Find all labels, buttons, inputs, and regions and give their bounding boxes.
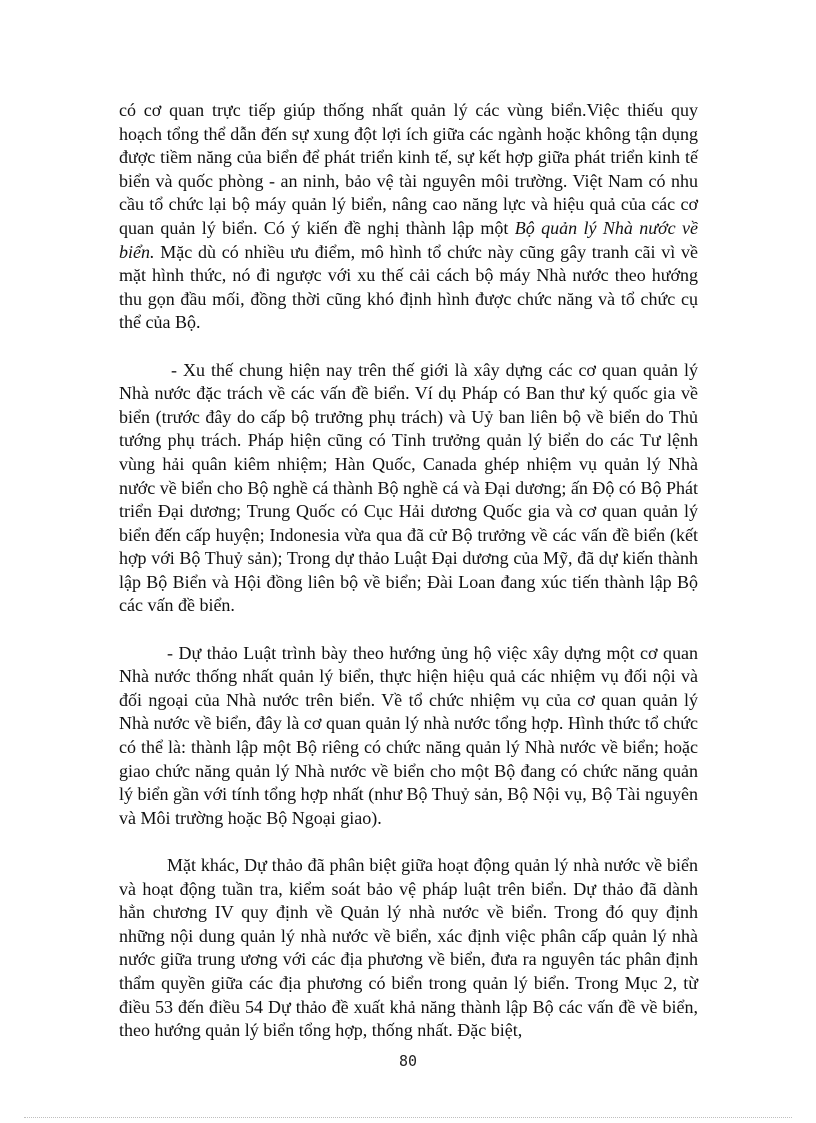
paragraph-3 — [119, 642, 698, 831]
paragraph-2-text: - Xu thế chung hiện nay trên thế giới là xây dựng các cơ quan quản lý Nhà nước đặc trách về các vấn đề biển. Ví dụ Pháp có Ban thư ký quốc gia về biển (trước đây do cấp bộ trưởng phụ trách) và Uỷ ban liên bộ về biển do Thủ tướng phụ trách. Pháp hiện cũng có Tỉnh trưởng quản lý biển do các Tư lệnh vùng hải quân kiêm nhiệm; Hàn Quốc, Canada ghép nhiệm vụ quản lý Nhà nước về biển cho Bộ nghề cá thành Bộ nghề cá và Đại dương; ấn Độ có Bộ Phát triển Đại dương; Trung Quốc có Cục Hải dương Quốc gia và cơ quan quản lý biển đến cấp huyện; Indonesia vừa qua đã cử Bộ trưởng về các vấn đề biển (kết hợp với Bộ Thuỷ sản); Trong dự thảo Luật Đại dương của Mỹ, đã dự kiến thành lập Bộ Biển và Hội đồng liên bộ về biển; Đài Loan đang xúc tiến thành lập Bộ các vấn đề biển. — [119, 359, 698, 616]
paragraph-1-text-1: có cơ quan trực tiếp giúp thống nhất quản lý các vùng biển.Việc thiếu quy hoạch tổng thể dẫn đến sự xung đột lợi ích giữa các ngành hoặc không tận dụng được tiềm năng của biển để phát triển kinh tế, sự kết hợp giữa phát triển kinh tế biển và quốc phòng - an ninh, bảo vệ tài nguyên môi trường. Việt Nam có nhu cầu tổ chức lại bộ máy quản lý biển, nâng cao năng lực và hiệu quả của các cơ quan quản lý biển. Có ý kiến đề nghị thành lập một — [119, 100, 698, 238]
paragraph-1 — [119, 99, 698, 335]
paragraph-4-text: Mặt khác, Dự thảo đã phân biệt giữa hoạt động quản lý nhà nước về biển và hoạt động tuần tra, kiểm soát bảo vệ pháp luật trên biển. Dự thảo đã dành hẳn chương IV quy định về Quản lý nhà nước về biển. Trong đó quy định những nội dung quản lý nhà nước về biển, xác định việc phân cấp quản lý nhà nước giữa trung ương với các địa phương về biển, đưa ra nguyên tác phân định thẩm quyền giữa các địa phương có biển trong quản lý biển. Trong Mục 2, từ điều 53 đến điều 54 Dự thảo đề xuất khả năng thành lập Bộ các vấn đề về biển, theo hướng quản lý biển tổng hợp, thống nhất. Đặc biệt, — [119, 855, 698, 1041]
page-border-bottom — [24, 1117, 792, 1118]
paragraph-3-text: - Dự thảo Luật trình bày theo hướng ủng hộ việc xây dựng một cơ quan Nhà nước thống nhất quản lý biển, thực hiện hiệu quả các nhiệm vụ đối nội và đối ngoại của Nhà nước trên biển. Về tổ chức nhiệm vụ của cơ quan quản lý Nhà nước về biển, đây là cơ quan quản lý nhà nước tổng hợp. Hình thức tổ chức có thể là: thành lập một Bộ riêng có chức năng quản lý Nhà nước về biển; hoặc giao chức năng quản lý Nhà nước về biển cho một Bộ đang có chức năng quản lý biển gần với tính tổng hợp nhất (như Bộ Thuỷ sản, Bộ Nội vụ, Bộ Tài nguyên và Môi trường hoặc Bộ Ngoại giao). — [119, 642, 698, 828]
page-number: 80 — [398, 1052, 418, 1070]
paragraph-2 — [119, 359, 698, 619]
paragraph-1-text-2: Mặc dù có nhiều ưu điểm, mô hình tổ chức này cũng gây tranh cãi vì về mặt hình thức, nó đi ngược với xu thế cải cách bộ máy Nhà nước theo hướng thu gọn đầu mối, đồng thời cũng khó định hình được chức năng và tổ chức cụ thể của Bộ. — [119, 241, 698, 333]
paragraph-4 — [119, 854, 698, 1043]
paragraph-1-italic-phrase: Bộ quản lý Nhà nước về biển. — [119, 217, 698, 262]
body-text — [119, 99, 698, 1043]
